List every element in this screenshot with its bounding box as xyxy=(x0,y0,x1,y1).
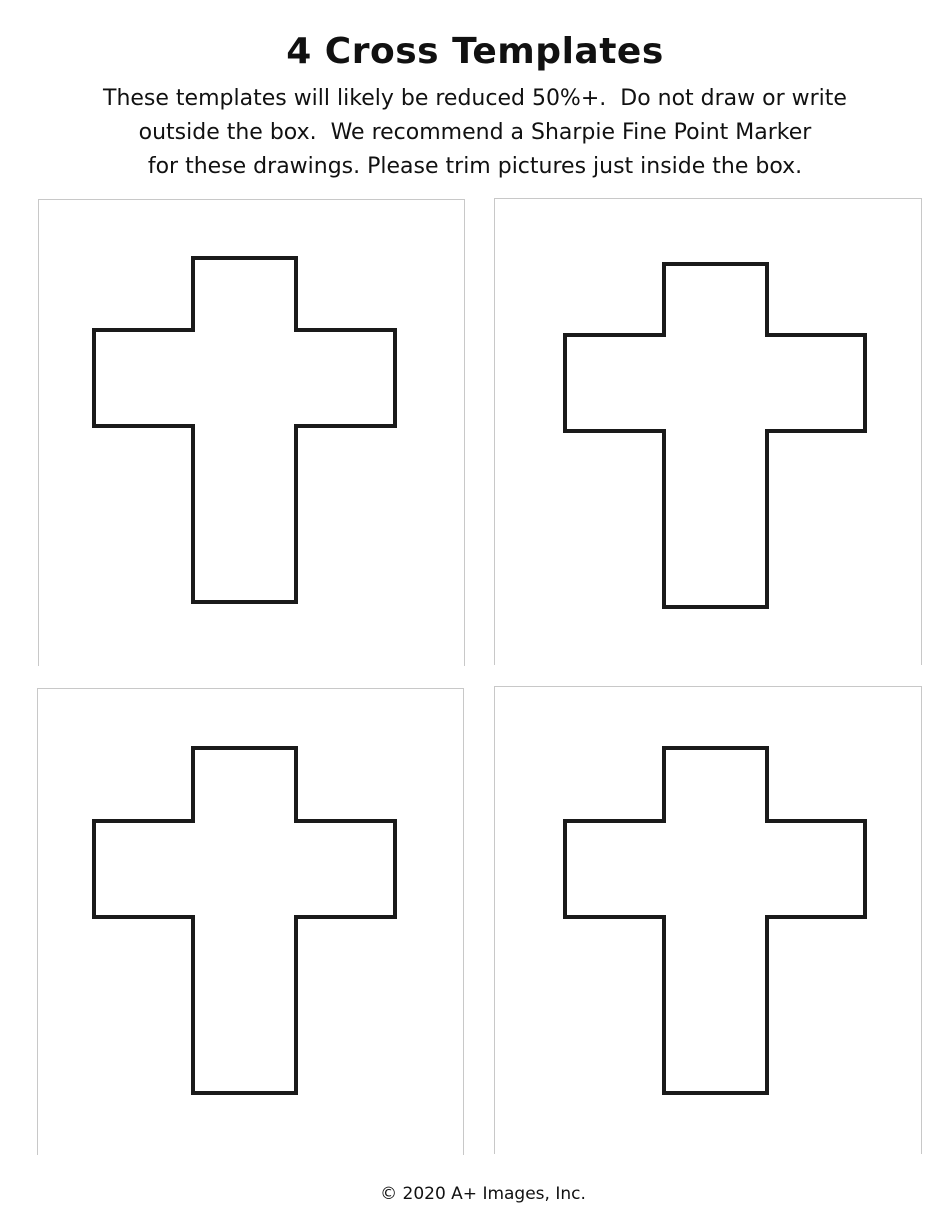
cross-outline-icon xyxy=(495,199,923,666)
template-box-bottom-right xyxy=(494,686,922,1154)
instructions-line: outside the box. We recommend a Sharpie Fine Point Marker xyxy=(138,120,812,145)
cross-outline-icon xyxy=(38,689,465,1156)
instructions-line: These templates will likely be reduced 50%+. Do not draw or write xyxy=(103,86,847,111)
template-box-bottom-left xyxy=(37,688,464,1155)
copyright-footer: © 2020 A+ Images, Inc. xyxy=(380,1184,586,1204)
template-box-top-right xyxy=(494,198,922,665)
cross-outline-icon xyxy=(39,200,466,667)
template-box-top-left xyxy=(38,199,465,666)
cross-outline-icon xyxy=(495,687,923,1155)
page-title: 4 Cross Templates xyxy=(286,31,664,72)
instructions-line: for these drawings. Please trim pictures just inside the box. xyxy=(147,154,803,179)
instructions-text xyxy=(0,82,950,184)
